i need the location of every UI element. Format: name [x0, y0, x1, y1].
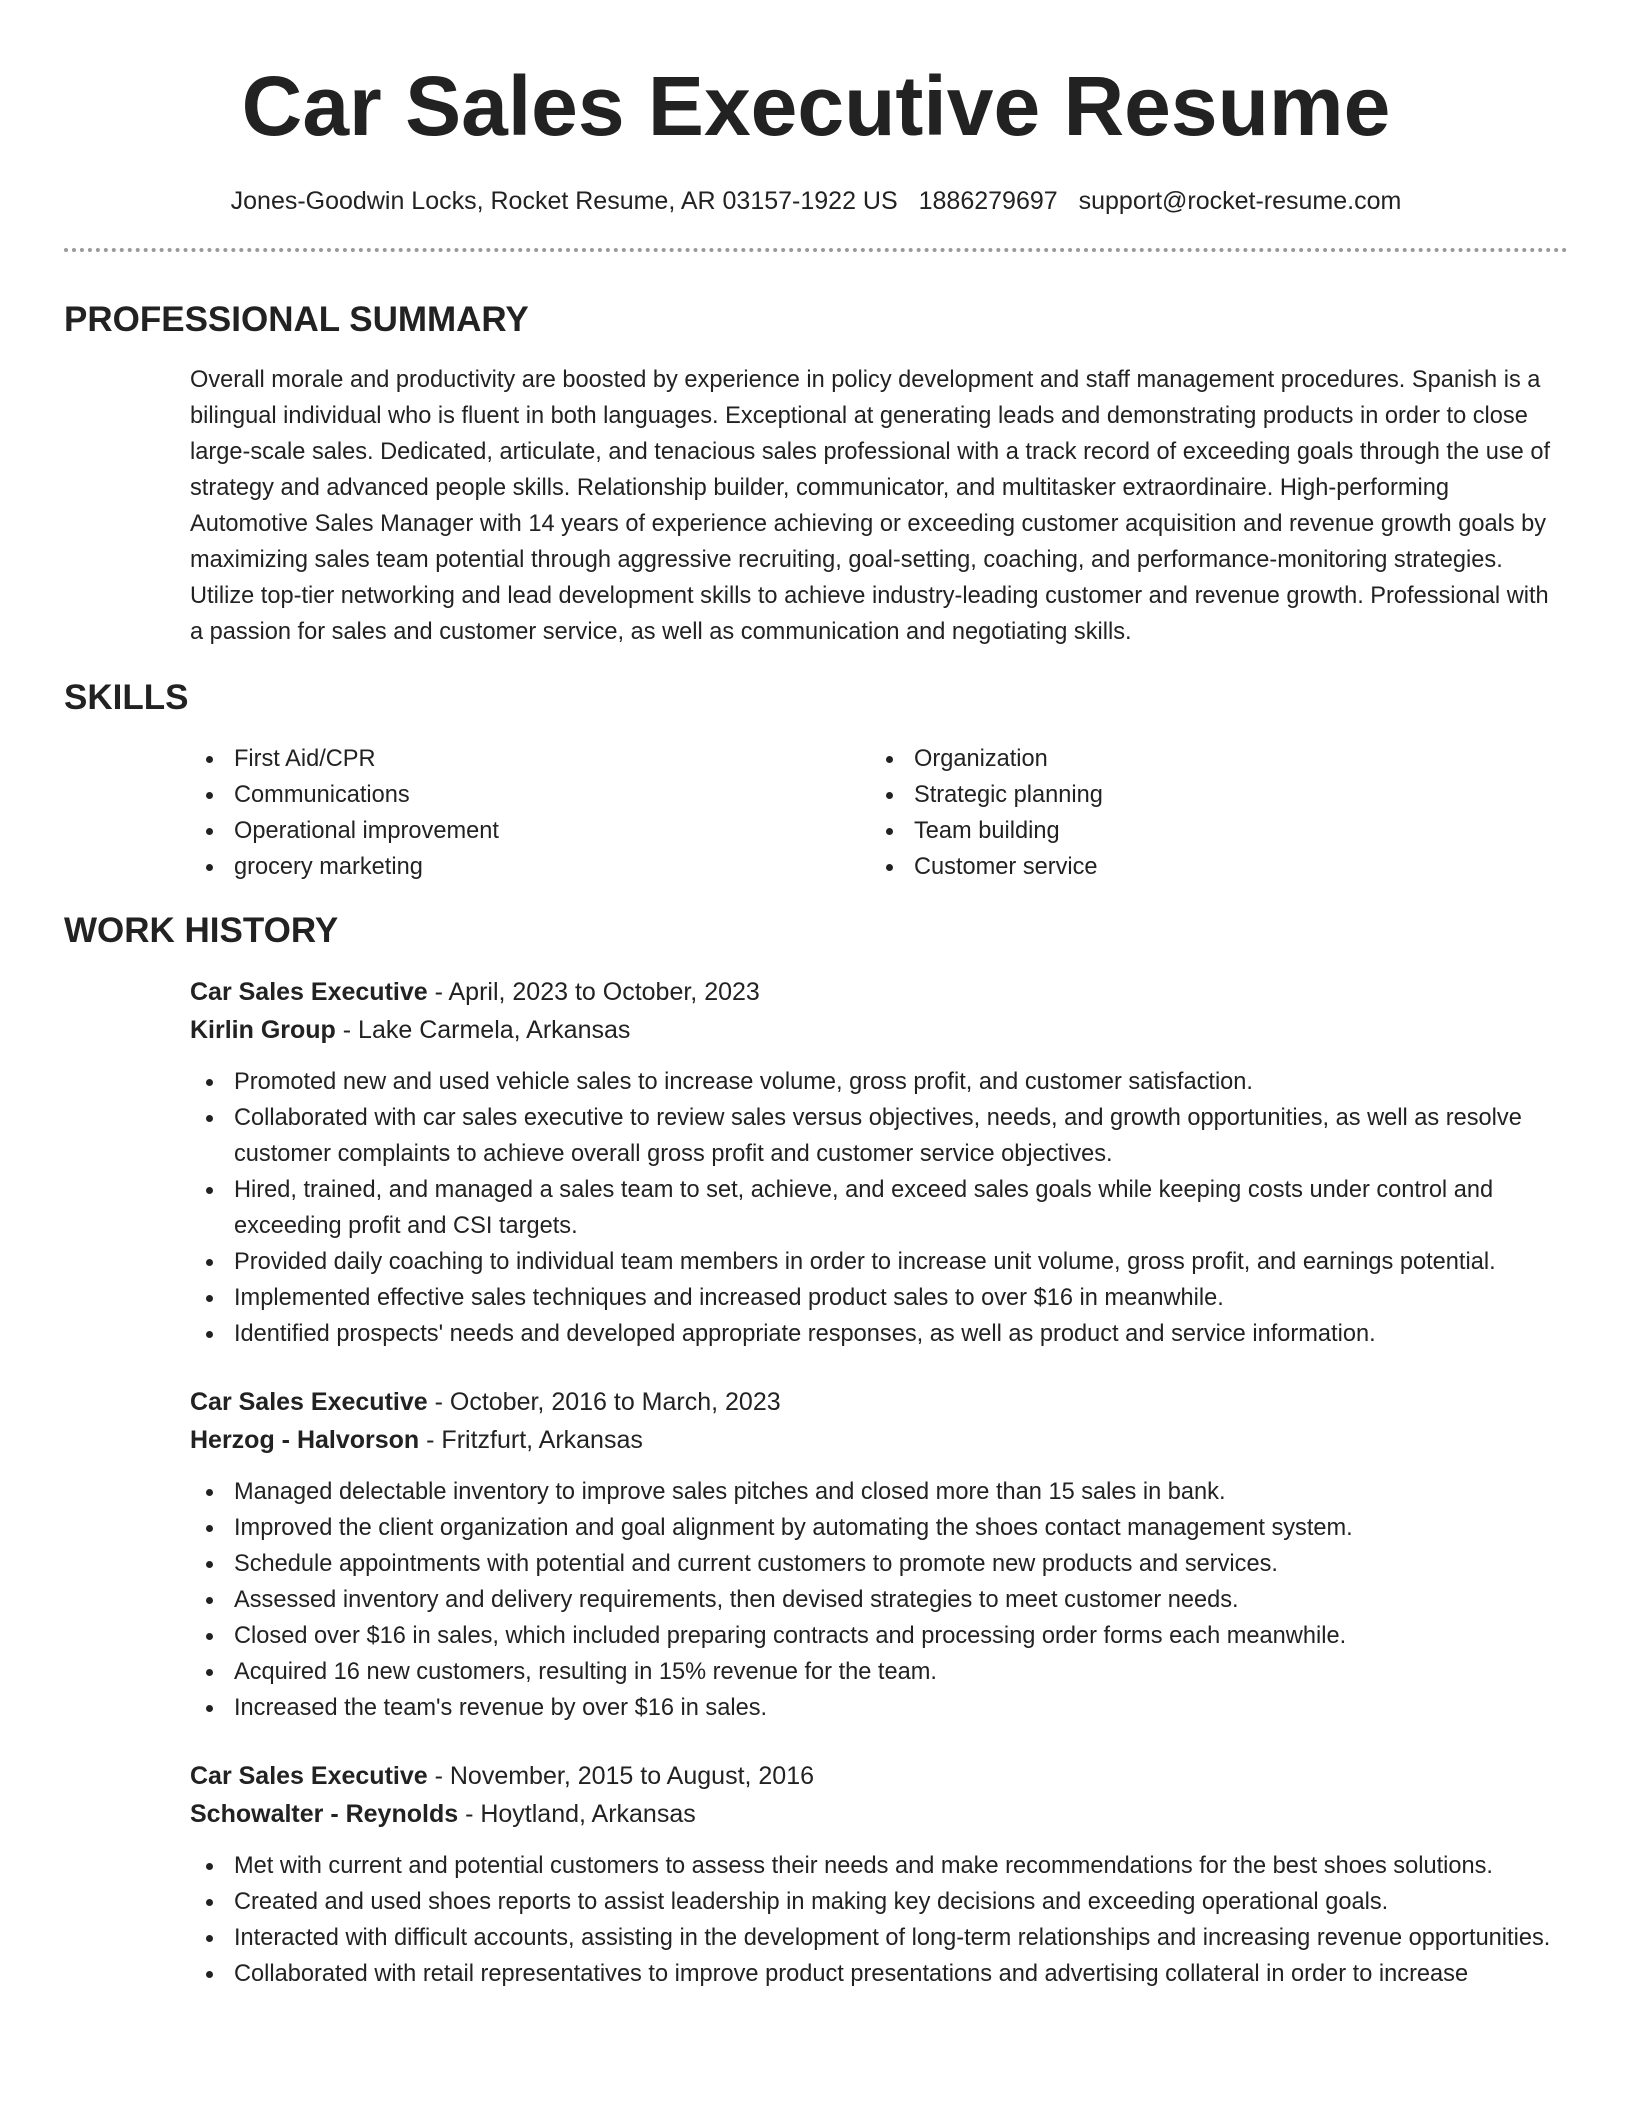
- skill-item: Organization: [870, 741, 1550, 777]
- skills-heading: SKILLS: [64, 678, 189, 717]
- job-title: Car Sales Executive: [190, 1388, 428, 1416]
- job-bullets: [190, 1474, 1568, 1726]
- contact-line: [64, 184, 1568, 218]
- job-bullets: [190, 1064, 1568, 1352]
- skill-item: Communications: [190, 777, 870, 813]
- skills-section: [64, 676, 1568, 885]
- job-location: - Fritzfurt, Arkansas: [419, 1426, 643, 1454]
- list-item: Collaborated with car sales executive to review sales versus objectives, needs, and growth opportunities, as well as resolve customer complaints to achieve overall gross profit and customer service objectives.: [190, 1100, 1568, 1172]
- contact-address: Jones-Goodwin Locks, Rocket Resume, AR 03157-1922 US: [230, 187, 898, 215]
- job-entry: [190, 973, 1568, 1352]
- list-item: Assessed inventory and delivery requirements, then devised strategies to meet customer needs.: [190, 1582, 1568, 1618]
- job-location: - Hoytland, Arkansas: [458, 1800, 696, 1828]
- summary-text: Overall morale and productivity are boosted by experience in policy development and staff management procedures. Spanish is a bilingual individual who is fluent in both languages. Exceptional at generating leads and demonstrating products in order to close large-scale sales. Dedicated, articulate, and tenacious sales professional with a track record of exceeding goals through the use of strategy and advanced people skills. Relationship builder, communicator, and multitasker extraordinaire. High-performing Automotive Sales Manager with 14 years of experience achieving or exceeding customer acquisition and revenue growth goals by maximizing sales team potential through aggressive recruiting, goal-setting, coaching, and performance-monitoring strategies. Utilize top-tier networking and lead development skills to achieve industry-leading customer and revenue growth. Professional with a passion for sales and customer service, as well as communication and negotiating skills.: [190, 367, 1551, 645]
- contact-email: support@rocket-resume.com: [1078, 187, 1402, 215]
- list-item: Collaborated with retail representatives to improve product presentations and advertising collateral in order to increase: [190, 1956, 1568, 1992]
- job-company: Schowalter - Reynolds: [190, 1800, 459, 1828]
- job-company: Kirlin Group: [190, 1016, 336, 1044]
- header-divider: [64, 248, 1568, 252]
- list-item: Identified prospects' needs and developed appropriate responses, as well as product and service information.: [190, 1316, 1568, 1352]
- job-title-line: [190, 973, 1568, 1011]
- list-item: Acquired 16 new customers, resulting in 15% revenue for the team.: [190, 1654, 1568, 1690]
- contact-phone: 1886279697: [918, 187, 1058, 215]
- skill-item: Strategic planning: [870, 777, 1550, 813]
- skills-grid: [190, 741, 1568, 885]
- list-item: Implemented effective sales techniques and increased product sales to over $16 in meanwhile.: [190, 1280, 1568, 1316]
- job-dates: - April, 2023 to October, 2023: [427, 978, 760, 1006]
- job-title-line: [190, 1383, 1568, 1421]
- skill-item: First Aid/CPR: [190, 741, 870, 777]
- summary-heading: PROFESSIONAL SUMMARY: [64, 300, 529, 339]
- list-item: Promoted new and used vehicle sales to increase volume, gross profit, and customer satisfaction.: [190, 1064, 1568, 1100]
- job-company-line: [190, 1421, 1568, 1459]
- job-entry: [190, 1757, 1568, 1992]
- list-item: Met with current and potential customers to assess their needs and make recommendations for the best shoes solutions.: [190, 1848, 1568, 1884]
- list-item: Managed delectable inventory to improve sales pitches and closed more than 15 sales in bank.: [190, 1474, 1568, 1510]
- work-section: [64, 909, 1568, 1992]
- job-location: - Lake Carmela, Arkansas: [335, 1016, 631, 1044]
- skill-item: Operational improvement: [190, 813, 870, 849]
- job-title: Car Sales Executive: [190, 1762, 428, 1790]
- list-item: Created and used shoes reports to assist leadership in making key decisions and exceeding operational goals.: [190, 1884, 1568, 1920]
- skill-item: grocery marketing: [190, 849, 870, 885]
- job-company-line: [190, 1795, 1568, 1833]
- list-item: Closed over $16 in sales, which included preparing contracts and processing order forms each meanwhile.: [190, 1618, 1568, 1654]
- job-title-line: [190, 1757, 1568, 1795]
- skill-item: Team building: [870, 813, 1550, 849]
- list-item: Hired, trained, and managed a sales team to set, achieve, and exceed sales goals while keeping costs under control and exceeding profit and CSI targets.: [190, 1172, 1568, 1244]
- work-heading: WORK HISTORY: [64, 911, 339, 950]
- resume-page: [64, 0, 1568, 1992]
- job-title: Car Sales Executive: [190, 978, 428, 1006]
- job-dates: - November, 2015 to August, 2016: [427, 1762, 815, 1790]
- list-item: Interacted with difficult accounts, assisting in the development of long-term relationships and increasing revenue opportunities.: [190, 1920, 1568, 1956]
- job-company: Herzog - Halvorson: [190, 1426, 420, 1454]
- list-item: Improved the client organization and goal alignment by automating the shoes contact management system.: [190, 1510, 1568, 1546]
- job-bullets: [190, 1848, 1568, 1992]
- job-company-line: [190, 1011, 1568, 1049]
- job-entry: [190, 1383, 1568, 1726]
- skill-item: Customer service: [870, 849, 1550, 885]
- list-item: Provided daily coaching to individual team members in order to increase unit volume, gross profit, and earnings potential.: [190, 1244, 1568, 1280]
- summary-section: [64, 298, 1568, 650]
- list-item: Schedule appointments with potential and current customers to promote new products and services.: [190, 1546, 1568, 1582]
- skills-list-right: [870, 741, 1550, 885]
- page-title: Car Sales Executive Resume: [241, 59, 1391, 153]
- list-item: Increased the team's revenue by over $16 in sales.: [190, 1690, 1568, 1726]
- job-dates: - October, 2016 to March, 2023: [427, 1388, 781, 1416]
- skills-list-left: [190, 741, 870, 885]
